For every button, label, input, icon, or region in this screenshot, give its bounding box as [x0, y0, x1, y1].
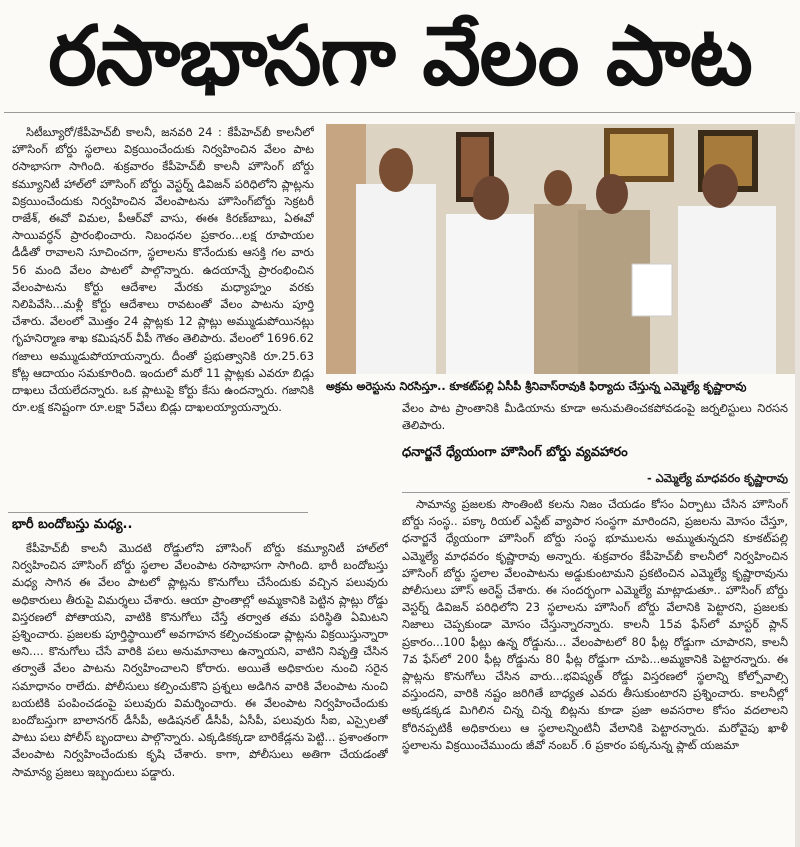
news-photo [326, 124, 798, 374]
photo-illustration [326, 124, 798, 374]
section-rule [8, 512, 308, 513]
continuation-column [402, 400, 788, 436]
security-column [12, 540, 388, 840]
mla-column [402, 496, 788, 841]
photo-caption: అక్రమ అరెస్టును నిరసిస్తూ.. కూకట్‌పల్లి ఏసీపీ శ్రీనివాస్‌రావుకి ఫిర్యాదు చేస్తున్న ఎమ్మెల్యే కృష్ణారావు [326, 380, 747, 393]
subhead-mla: ధనార్జనే ధ్యేయంగా హౌసింగ్‌ బోర్డు వ్యవహారం [402, 445, 628, 460]
mla-paragraph: సామాన్య ప్రజలకు సొంతింటి కలను నిజం చేయడం కోసం ఏర్పాటు చేసిన హౌసింగ్‌ బోర్డు సంస్థ.. పక్కా రియల్‌ ఎస్టేట్‌ వ్యాపార సంస్థగా మారిందని, ప్రజలను మోసం చేస్తూ, ధనార్జనే ధ్యేయంగా హౌసింగ్‌ బోర్డు సంస్థ భూములను అమ్ముతున్నదని కూకట్‌పల్లి ఎమ్మెల్యే మాధవరం కృష్ణారావు అన్నారు. శుక్రవారం కేపీహెచ్‌బీ కాలనీలో నిర్వహించిన హౌసింగ్‌ బోర్డు స్థలాల వేలంపాటను అడ్డుకుంటామని ప్రకటించిన ఎమ్మెల్యే కృష్ణారావును పోలీసులు హౌస్‌ అరెస్ట్‌ చేశారు. ఈ సందర్భంగా ఎమ్మెల్యే మాట్లాడుతూ.. హౌసింగ్‌ బోర్డు వెస్టర్న్‌ డివిజన్‌ పరిధిలోని 23 స్థలాలను హౌసింగ్‌ బోర్డు వేలానికి పెట్టారని, ప్రజలకు నిజాలు చెప్పకుండా మోసం చేస్తున్నారన్నారు. కాలనీ 15వ ఫేస్‌లో మాస్టర్‌ ప్లాన్‌ ప్రకారం...100 ఫీట్లు ఉన్న రోడ్డును... వేలంపాటలో 80 ఫీట్ల రోడ్డుగా చూపారని, కాలనీ 7వ ఫేస్‌లో 200 ఫీట్ల రోడ్డును 80 ఫీట్ల రోడ్డుగా చూపి...అమ్మకానికి పెట్టారన్నారు. ఈ ప్లాట్లను కొనుగోలు చేసిన వారు...భవిష్యత్‌ రోడ్డు విస్తరణలో స్థలాన్ని కోల్పోవాల్సి వస్తుందని, వారికి నష్టం జరిగితే బాధ్యత ఎవరు తీసుకుంటారని ప్రశ్నించారు. కాలనీల్లో అక్కడక్కడ మిగిలిన చిన్న చిన్న బిట్లను కూడా ప్రజా అవసరాల కోసం వదలాలని కోరినప్పటికీ అధికారులు ఆ స్థలాలన్నింటినీ వేలానికి పెట్టారన్నారు. మరోవైపు ఖాళీ స్థలాలను విక్రయించేముందు జీవో నంబర్‌ .6 ప్రకారం పక్కనున్న ప్లాట్‌ యజమా [402, 497, 788, 752]
intro-column [12, 124, 314, 508]
headline: రసాభాసగా వేలం పాట [48, 9, 752, 104]
intro-paragraph: సిటీబ్యూరో/కేపీహెచ్‌బీ కాలనీ, జనవరి 24 : కేపీహెచ్‌బీ కాలనీలో హౌసింగ్‌ బోర్డు స్థలాలు విక్రయించేందుకు నిర్వహించిన వేలం పాట రసాభాసగా సాగింది. శుక్రవారం కేపీహెచ్‌బీ కాలనీ హౌసింగ్‌ బోర్డు కమ్యూనిటీ హాల్‌లో హౌసింగ్‌ బోర్డు వెస్టర్న్‌ డివిజన్‌ పరిధిలోని ప్లాట్లను విక్రయించేందుకు నిర్వహించిన వేలంపాటను హౌసింగ్‌బోర్డు సెక్రటరీ రాజేశ్‌, ఈవో విమల, పీఆర్‌వో వాసు, ఈఈ కిరణ్‌బాబు, ఏఈవో సాయివర్ధన్‌ ప్రారంభించారు. నిబంధనల ప్రకారం...లక్ష రూపాయల డీడీతో రావాలని సూచించగా, స్థలాలను కొనేందుకు ఆసక్తి గల వారు 56 మంది వేలం పాటలో పాల్గొన్నారు. ఉదయాన్నే ప్రారంభించిన వేలంపాటను కోర్టు ఆదేశాల మేరకు మధ్యాహ్నం వరకు నిలిపివేసి...మళ్లీ కోర్టు ఆదేశాలు రావటంతో వేలం పాటను పూర్తి చేశారు. వేలంలో మొత్తం 24 ప్లాట్లకు 12 ప్లాట్లు అమ్ముడుపోయినట్లు గృహనిర్మాణ శాఖ కమిషనర్‌ వీపీ గౌతం తెలిపారు. వేలంలో 1696.62 గజాలు అమ్ముడుపోయాయన్నారు. దీంతో ప్రభుత్వానికి రూ.25.63 కోట్ల ఆదాయం సమకూరింది. ఇందులో మరో 11 ప్లాట్లకు ఎవరూ బిడ్లు దాఖలు చేయలేదన్నారు. ఒక ప్లాటుపై కోర్టు కేసు ఉందన్నారు. గజానికి రూ.లక్ష కనిష్టంగా రూ.లక్షా 5వేలు బిడ్లు దాఖలయ్యాయన్నారు. [12, 125, 314, 415]
security-paragraph: కేపీహెచ్‌బీ కాలనీ మొదటి రోడ్డులోని హౌసింగ్‌ బోర్డు కమ్యూనిటీ హాల్‌లో నిర్వహించిన హౌసింగ్‌ బోర్డు స్థలాల వేలంపాట రసాభాసగా సాగింది. భారీ బందోబస్తు మధ్య సాగిన ఈ వేలం పాటలో ప్లాట్లను కొనుగోలు చేసేందుకు వచ్చిన పలువురు అధికారులు తీరుపై విమర్శలు చేశారు. ఆయా ప్రాంతాల్లో అమ్మకానికి పెట్టిన ప్లాట్లు రోడ్డు విస్తరణలో పోతాయని, వాటికి కొనుగోలు చేస్తే తర్వాత తమ పరిస్థితి ఏమిటని ప్రశ్నించారు. ప్రజలకు పూర్తిస్థాయిలో అవగాహన కల్పించకుండా ప్లాట్లను విక్రయిస్తున్నారా అని.... కొనుగోలు చేసే వారికి పలు అనుమానాలు ఉన్నాయని, వాటిని నివృత్తి చేసిన తర్వాతే వేలం పాటను నిర్వహించాలని కోరారు. అయితే అధికారుల నుంచి సరైన సమాధానం రాలేదు. పోలీసులు కల్పించుకొని ప్రశ్నలు అడిగిన వారికి వేలంపాట నుంచి బయటికి పంపించడంపై పలువురు విమర్శించారు. ఈ వేలంపాట నిర్వహించేందుకు బందోబస్తుగా బాలానగర్‌ డీసీపీ, అడిషనల్‌ డీసీపీ, ఏసీపీ, పలువురు సీఐ, ఎస్సైలతో పాటు పలు పోలీస్‌ బృందాలు పాల్గొన్నారు. ఎక్కడికక్కడా బారికేడ్లను పెట్టి... ప్రశాంతంగా వేలంపాట నిర్వహించేందుకు కృషి చేశారు. కాగా, పోలీసులు అతిగా చేయడంతో సామాన్య ప్రజలు ఇబ్బందులు పడ్డారు. [12, 541, 388, 779]
continuation-paragraph: వేలం పాట ప్రాంతానికి మీడియాను కూడా అనుమతించకపోవడంపై జర్నలిస్టులు నిరసన తెలిపారు. [402, 401, 788, 433]
subhead-security: భారీ బందోబస్తు మధ్య.. [12, 517, 133, 532]
byline: - ఎమ్మెల్యే మాధవరం కృష్ణారావు [646, 471, 788, 485]
byline-rule [402, 492, 790, 493]
adjacent-column-edge [795, 112, 800, 847]
headline-rule [4, 112, 796, 113]
